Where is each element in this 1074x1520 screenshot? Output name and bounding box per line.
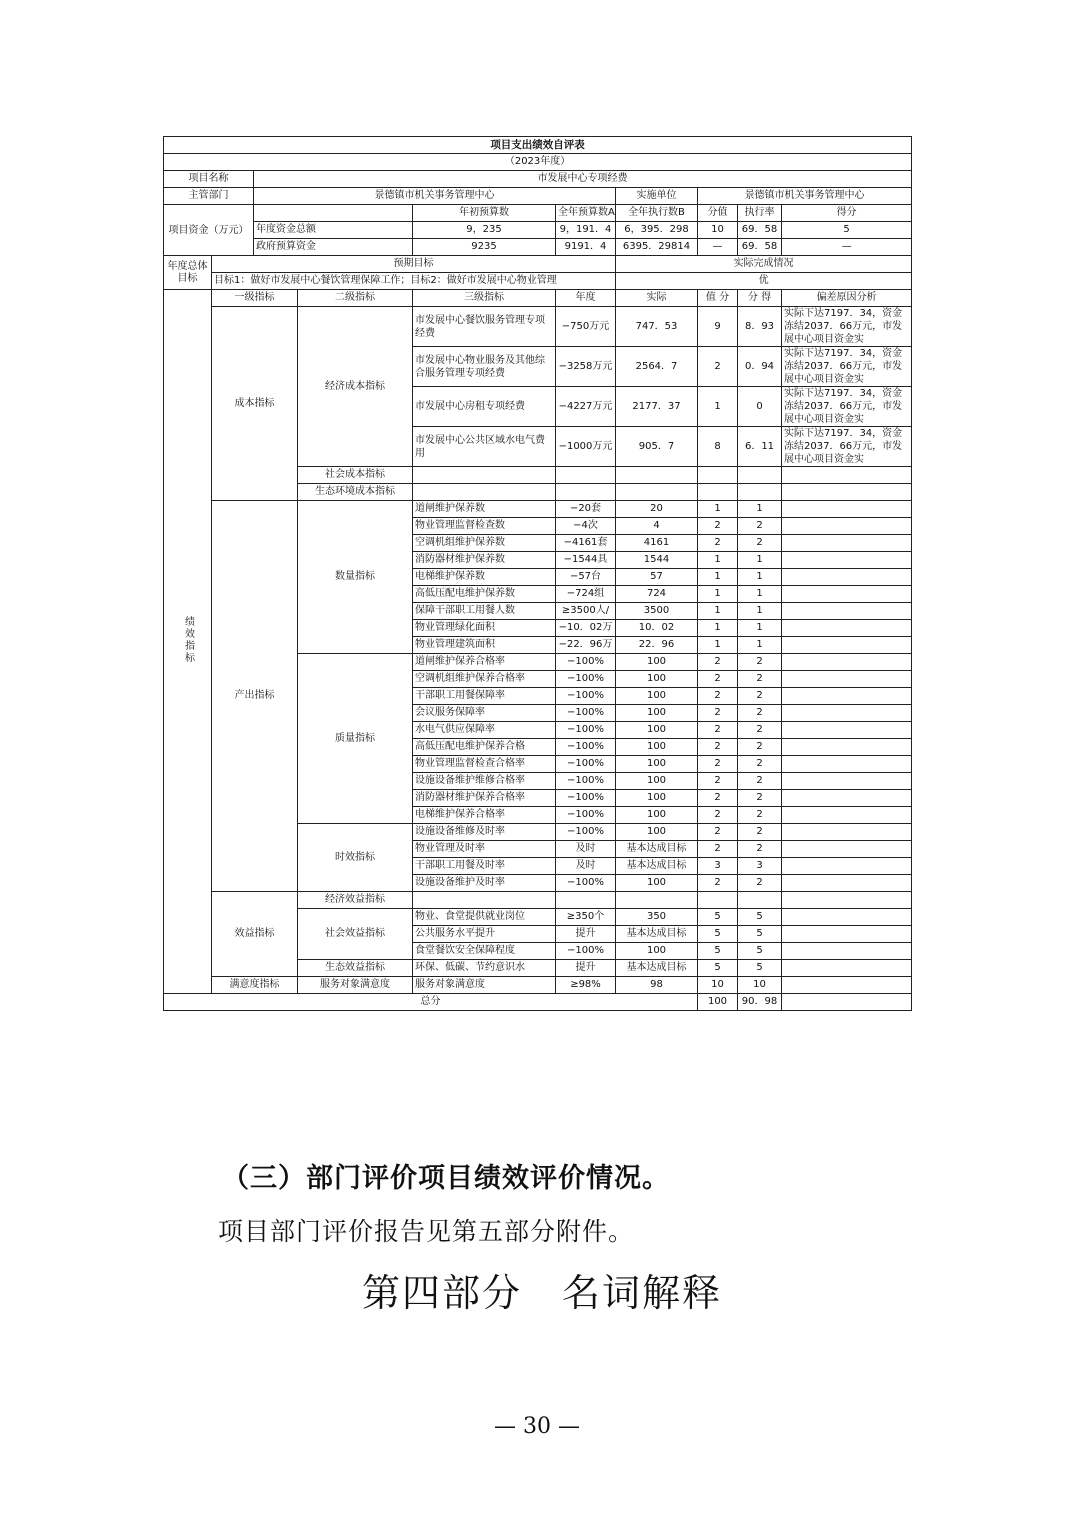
indicator-target: −100% — [556, 671, 616, 688]
indicator-actual: 4 — [616, 518, 698, 535]
table-row — [164, 977, 912, 994]
indicator-value: 1 — [698, 552, 738, 569]
empty-cell — [556, 467, 616, 484]
col-initial: 年初预算数 — [413, 205, 556, 222]
indicator-actual: 2177．37 — [616, 387, 698, 427]
indicator-score: 1 — [738, 569, 782, 586]
indicator-name: 设施设备维护维修合格率 — [413, 773, 556, 790]
table-title: 项目支出绩效自评表 — [164, 137, 912, 154]
indicator-reason — [782, 552, 912, 569]
quantity-label: 数量指标 — [298, 501, 413, 654]
indicator-name: 物业、食堂提供就业岗位 — [413, 909, 556, 926]
indicator-value: 1 — [698, 569, 738, 586]
indicator-score: 5 — [738, 909, 782, 926]
impl: 景德镇市机关事务管理中心 — [698, 188, 912, 205]
social-cost-label: 社会成本指标 — [298, 467, 413, 484]
indicator-target: −100% — [556, 705, 616, 722]
indicator-reason — [782, 943, 912, 960]
indicator-name: 会议服务保障率 — [413, 705, 556, 722]
indicator-actual: 基本达成目标 — [616, 841, 698, 858]
gov-initial: 9235 — [413, 239, 556, 256]
indicator-reason — [782, 807, 912, 824]
satisfaction-l2: 服务对象满意度 — [298, 977, 413, 994]
timely-label: 时效指标 — [298, 824, 413, 892]
indicator-value: 1 — [698, 586, 738, 603]
indicator-value: 5 — [698, 943, 738, 960]
indicator-score: 1 — [738, 586, 782, 603]
econ-benefit-label: 经济效益指标 — [298, 892, 413, 909]
indicator-score: 2 — [738, 824, 782, 841]
indicator-reason — [782, 875, 912, 892]
indicator-value: 1 — [698, 501, 738, 518]
satisfaction-label: 满意度指标 — [212, 977, 298, 994]
goal-result: 优 — [616, 273, 912, 290]
indicator-target: ≥3500人/ — [556, 603, 616, 620]
indicator-target: −100% — [556, 807, 616, 824]
indicator-score: 2 — [738, 790, 782, 807]
indicator-value: 2 — [698, 756, 738, 773]
indicator-value: 1 — [698, 387, 738, 427]
social-benefit-label: 社会效益指标 — [298, 909, 413, 960]
indicator-name: 电梯维护保养合格率 — [413, 807, 556, 824]
indicator-name: 电梯维护保养数 — [413, 569, 556, 586]
indicator-score: 5 — [738, 926, 782, 943]
indicator-actual: 100 — [616, 807, 698, 824]
indicator-actual: 747．53 — [616, 307, 698, 347]
satisfaction-score: 10 — [738, 977, 782, 994]
indicator-name: 物业管理及时率 — [413, 841, 556, 858]
indicator-value: 2 — [698, 722, 738, 739]
indicator-actual: 4161 — [616, 535, 698, 552]
indicator-name: 道闸维护保养数 — [413, 501, 556, 518]
indicator-reason — [782, 824, 912, 841]
h-level1: 一级指标 — [212, 290, 298, 307]
perf-label: 绩效指标 — [182, 615, 194, 664]
indicator-score: 2 — [738, 654, 782, 671]
indicator-score: 2 — [738, 688, 782, 705]
indicator-reason — [782, 637, 912, 654]
satisfaction-actual: 98 — [616, 977, 698, 994]
table-row — [164, 307, 912, 347]
cost-label: 成本指标 — [212, 307, 298, 501]
indicator-reason: 实际下达7197．34，资金冻结2037．66万元，市发展中心项目资金实 — [782, 307, 912, 347]
indicator-value: 2 — [698, 739, 738, 756]
indicator-name: 高低压配电维护保养数 — [413, 586, 556, 603]
indicator-reason — [782, 909, 912, 926]
indicator-target: −100% — [556, 824, 616, 841]
total-initial: 9，235 — [413, 222, 556, 239]
empty-cell — [413, 484, 556, 501]
indicator-value: 1 — [698, 603, 738, 620]
indicator-name: 物业管理监督检查数 — [413, 518, 556, 535]
col-exec-rate: 执行率 — [738, 205, 782, 222]
indicator-actual: 100 — [616, 654, 698, 671]
goal-label: 年度总体目标 — [164, 256, 212, 290]
indicator-target: −100% — [556, 722, 616, 739]
impl-label: 实施单位 — [616, 188, 698, 205]
indicator-reason — [782, 586, 912, 603]
indicator-actual: 724 — [616, 586, 698, 603]
indicator-value: 2 — [698, 654, 738, 671]
col-score-value: 分值 — [698, 205, 738, 222]
empty-cell — [413, 892, 556, 909]
indicator-name: 物业管理监督检查合格率 — [413, 756, 556, 773]
table-row — [164, 892, 912, 909]
indicator-reason: 实际下达7197．34，资金冻结2037．66万元，市发展中心项目资金实 — [782, 387, 912, 427]
satisfaction-l3: 服务对象满意度 — [413, 977, 556, 994]
indicator-actual: 100 — [616, 875, 698, 892]
indicator-target: −10．02万 — [556, 620, 616, 637]
empty-cell — [782, 467, 912, 484]
part-title — [362, 1262, 722, 1317]
indicator-value: 2 — [698, 790, 738, 807]
indicator-value: 2 — [698, 518, 738, 535]
indicator-score: 5 — [738, 943, 782, 960]
indicator-actual: 100 — [616, 790, 698, 807]
total-value: 10 — [698, 222, 738, 239]
empty-cell — [782, 484, 912, 501]
indicator-score: 2 — [738, 671, 782, 688]
indicator-score: 2 — [738, 756, 782, 773]
dept: 景德镇市机关事务管理中心 — [254, 188, 616, 205]
indicator-score: 2 — [738, 773, 782, 790]
eco-cost-label: 生态环境成本指标 — [298, 484, 413, 501]
part-title-b: 名词解释 — [562, 1271, 723, 1315]
project-name: 市发展中心专项经费 — [254, 171, 912, 188]
indicator-reason — [782, 535, 912, 552]
indicator-name: 水电气供应保障率 — [413, 722, 556, 739]
indicator-name: 高低压配电维护保养合格 — [413, 739, 556, 756]
total-funds-label: 年度资金总额 — [254, 222, 413, 239]
indicator-target: 提升 — [556, 960, 616, 977]
dept-label: 主管部门 — [164, 188, 254, 205]
indicator-value: 2 — [698, 671, 738, 688]
indicator-target: −3258万元 — [556, 347, 616, 387]
indicator-name: 市发展中心餐饮服务管理专项经费 — [413, 307, 556, 347]
indicator-actual: 100 — [616, 739, 698, 756]
indicator-target: ≥350个 — [556, 909, 616, 926]
h-actual: 实际 — [616, 290, 698, 307]
indicator-actual: 3500 — [616, 603, 698, 620]
gov-value: — — [698, 239, 738, 256]
indicator-value: 9 — [698, 307, 738, 347]
indicator-score: 2 — [738, 875, 782, 892]
indicator-score: 2 — [738, 518, 782, 535]
indicator-name: 市发展中心房租专项经费 — [413, 387, 556, 427]
indicator-reason — [782, 756, 912, 773]
empty-cell — [698, 467, 738, 484]
indicator-reason — [782, 569, 912, 586]
indicator-value: 2 — [698, 535, 738, 552]
indicator-target: −4次 — [556, 518, 616, 535]
empty-cell — [413, 467, 556, 484]
indicator-target: −100% — [556, 739, 616, 756]
indicator-score: 2 — [738, 722, 782, 739]
indicator-score: 0．94 — [738, 347, 782, 387]
indicator-name: 消防器材维护保养合格率 — [413, 790, 556, 807]
total-value-sum: 100 — [698, 994, 738, 1011]
indicator-value: 8 — [698, 427, 738, 467]
indicator-name: 空调机组维护保养合格率 — [413, 671, 556, 688]
indicator-actual: 基本达成目标 — [616, 926, 698, 943]
indicator-name: 物业管理绿化面积 — [413, 620, 556, 637]
indicator-score: 3 — [738, 858, 782, 875]
total-score-sum: 90．98 — [738, 994, 782, 1011]
indicator-score: 6．11 — [738, 427, 782, 467]
indicator-reason — [782, 654, 912, 671]
indicator-value: 2 — [698, 807, 738, 824]
section-heading: （三）部门评价项目绩效评价情况。 — [222, 1163, 670, 1194]
indicator-actual: 2564．7 — [616, 347, 698, 387]
indicator-score: 1 — [738, 552, 782, 569]
indicator-target: −100% — [556, 790, 616, 807]
indicator-name: 食堂餐饮安全保障程度 — [413, 943, 556, 960]
econ-cost-label: 经济成本指标 — [298, 307, 413, 467]
indicator-actual: 100 — [616, 943, 698, 960]
empty-cell — [738, 892, 782, 909]
indicator-value: 5 — [698, 909, 738, 926]
indicator-score: 2 — [738, 807, 782, 824]
indicator-name: 市发展中心公共区域水电气费用 — [413, 427, 556, 467]
indicator-target: −100% — [556, 773, 616, 790]
empty-cell — [698, 892, 738, 909]
indicator-score: 5 — [738, 960, 782, 977]
indicator-reason — [782, 705, 912, 722]
indicator-name: 设施设备维修及时率 — [413, 824, 556, 841]
indicator-actual: 基本达成目标 — [616, 960, 698, 977]
indicator-reason — [782, 501, 912, 518]
indicator-score: 2 — [738, 841, 782, 858]
col-score: 得分 — [782, 205, 912, 222]
empty-cell — [738, 467, 782, 484]
indicator-reason — [782, 722, 912, 739]
quality-label: 质量指标 — [298, 654, 413, 824]
empty-cell — [782, 892, 912, 909]
indicator-value: 2 — [698, 347, 738, 387]
indicator-target: 及时 — [556, 858, 616, 875]
perf-label-cell — [164, 290, 212, 994]
indicator-target: −4161套 — [556, 535, 616, 552]
indicator-actual: 20 — [616, 501, 698, 518]
indicator-target: −100% — [556, 875, 616, 892]
indicator-score: 1 — [738, 603, 782, 620]
indicator-score: 0 — [738, 387, 782, 427]
indicator-value: 2 — [698, 688, 738, 705]
indicator-value: 5 — [698, 926, 738, 943]
indicator-reason — [782, 960, 912, 977]
indicator-value: 1 — [698, 637, 738, 654]
goal-text: 目标1：做好市发展中心餐饮管理保障工作；目标2：做好市发展中心物业管理 — [212, 273, 616, 290]
indicator-name: 消防器材维护保养数 — [413, 552, 556, 569]
indicator-value: 2 — [698, 773, 738, 790]
indicator-reason: 实际下达7197．34，资金冻结2037．66万元，市发展中心项目资金实 — [782, 427, 912, 467]
total-score: 5 — [782, 222, 912, 239]
indicator-score: 2 — [738, 739, 782, 756]
satisfaction-value: 10 — [698, 977, 738, 994]
indicator-actual: 100 — [616, 705, 698, 722]
empty-cell — [782, 994, 912, 1011]
indicator-reason: 实际下达7197．34，资金冻结2037．66万元，市发展中心项目资金实 — [782, 347, 912, 387]
indicator-actual: 100 — [616, 688, 698, 705]
indicator-actual: 100 — [616, 756, 698, 773]
indicator-name: 干部职工用餐保障率 — [413, 688, 556, 705]
empty-cell — [782, 977, 912, 994]
indicator-value: 3 — [698, 858, 738, 875]
part-title-a: 第四部分 — [362, 1271, 523, 1315]
col-full-a: 全年预算数A — [556, 205, 616, 222]
indicator-actual: 100 — [616, 722, 698, 739]
empty-cell — [616, 484, 698, 501]
indicator-score: 1 — [738, 637, 782, 654]
indicator-name: 市发展中心物业服务及其他综合服务管理专项经费 — [413, 347, 556, 387]
table-row — [164, 501, 912, 518]
indicator-actual: 57 — [616, 569, 698, 586]
indicator-reason — [782, 841, 912, 858]
h-level3: 三级指标 — [413, 290, 556, 307]
indicator-reason — [782, 739, 912, 756]
indicator-target: −20套 — [556, 501, 616, 518]
indicator-actual: 350 — [616, 909, 698, 926]
indicator-target: −22．96万 — [556, 637, 616, 654]
empty-cell — [556, 484, 616, 501]
total-rate: 69．58 — [738, 222, 782, 239]
h-score: 分 得 — [738, 290, 782, 307]
indicator-value: 2 — [698, 824, 738, 841]
indicator-reason — [782, 603, 912, 620]
indicator-value: 1 — [698, 620, 738, 637]
indicator-target: −100% — [556, 688, 616, 705]
indicator-name: 道闸维护保养合格率 — [413, 654, 556, 671]
indicator-reason — [782, 518, 912, 535]
gov-exec: 6395．29814 — [616, 239, 698, 256]
indicator-reason — [782, 671, 912, 688]
indicator-name: 公共服务水平提升 — [413, 926, 556, 943]
total-row — [164, 994, 912, 1011]
indicator-name: 保障干部职工用餐人数 — [413, 603, 556, 620]
indicator-actual: 100 — [616, 824, 698, 841]
indicator-reason — [782, 773, 912, 790]
indicator-target: 及时 — [556, 841, 616, 858]
indicator-target: −1544具 — [556, 552, 616, 569]
empty-cell — [616, 467, 698, 484]
eco-benefit-label: 生态效益指标 — [298, 960, 413, 977]
total-full: 9，191．4 — [556, 222, 616, 239]
indicator-actual: 100 — [616, 671, 698, 688]
indicator-score: 8．93 — [738, 307, 782, 347]
indicator-name: 干部职工用餐及时率 — [413, 858, 556, 875]
col-exec-b: 全年执行数B — [616, 205, 698, 222]
indicator-score: 1 — [738, 501, 782, 518]
empty-cell — [616, 892, 698, 909]
indicator-value: 2 — [698, 705, 738, 722]
indicator-name: 环保、低碳、节约意识水 — [413, 960, 556, 977]
h-value: 值 分 — [698, 290, 738, 307]
output-label: 产出指标 — [212, 501, 298, 892]
total-label: 总分 — [164, 994, 698, 1011]
total-exec: 6，395．298 — [616, 222, 698, 239]
gov-full: 9191．4 — [556, 239, 616, 256]
performance-table-sheet — [163, 136, 911, 1011]
satisfaction-target: ≥98% — [556, 977, 616, 994]
indicator-target: −100% — [556, 943, 616, 960]
indicator-reason — [782, 790, 912, 807]
page-number: — 30 — — [494, 1414, 580, 1439]
h-year: 年度 — [556, 290, 616, 307]
expected-label: 预期目标 — [212, 256, 616, 273]
indicator-actual: 22．96 — [616, 637, 698, 654]
indicator-name: 设施设备维护及时率 — [413, 875, 556, 892]
indicator-actual: 905．7 — [616, 427, 698, 467]
indicator-target: −1000万元 — [556, 427, 616, 467]
table-year: （2023年度） — [164, 154, 912, 171]
indicator-target: −750万元 — [556, 307, 616, 347]
project-name-label: 项目名称 — [164, 171, 254, 188]
section-text: 项目部门评价报告见第五部分附件。 — [218, 1217, 635, 1246]
indicator-actual: 10．02 — [616, 620, 698, 637]
indicator-score: 2 — [738, 535, 782, 552]
actual-label: 实际完成情况 — [616, 256, 912, 273]
indicator-actual: 1544 — [616, 552, 698, 569]
indicator-target: −100% — [556, 756, 616, 773]
indicator-target: −4227万元 — [556, 387, 616, 427]
gov-score: — — [782, 239, 912, 256]
indicator-score: 1 — [738, 620, 782, 637]
indicator-reason — [782, 858, 912, 875]
h-reason: 偏差原因分析 — [782, 290, 912, 307]
indicator-name: 物业管理建筑面积 — [413, 637, 556, 654]
indicator-value: 2 — [698, 875, 738, 892]
indicator-name: 空调机组维护保养数 — [413, 535, 556, 552]
indicator-value: 5 — [698, 960, 738, 977]
indicator-score: 2 — [738, 705, 782, 722]
gov-label: 政府预算资金 — [254, 239, 413, 256]
indicator-target: −724组 — [556, 586, 616, 603]
performance-table — [163, 136, 912, 1011]
indicator-target: 提升 — [556, 926, 616, 943]
indicator-value: 2 — [698, 841, 738, 858]
indicator-reason — [782, 926, 912, 943]
indicator-reason — [782, 688, 912, 705]
gov-rate: 69．58 — [738, 239, 782, 256]
indicator-reason — [782, 620, 912, 637]
empty-cell — [698, 484, 738, 501]
indicator-target: −100% — [556, 654, 616, 671]
empty-cell — [556, 892, 616, 909]
indicator-target: −57台 — [556, 569, 616, 586]
h-level2: 二级指标 — [298, 290, 413, 307]
indicator-actual: 100 — [616, 773, 698, 790]
benefit-label: 效益指标 — [212, 892, 298, 977]
empty-cell — [738, 484, 782, 501]
funds-label: 项目资金（万元） — [164, 205, 254, 256]
indicator-actual: 基本达成目标 — [616, 858, 698, 875]
